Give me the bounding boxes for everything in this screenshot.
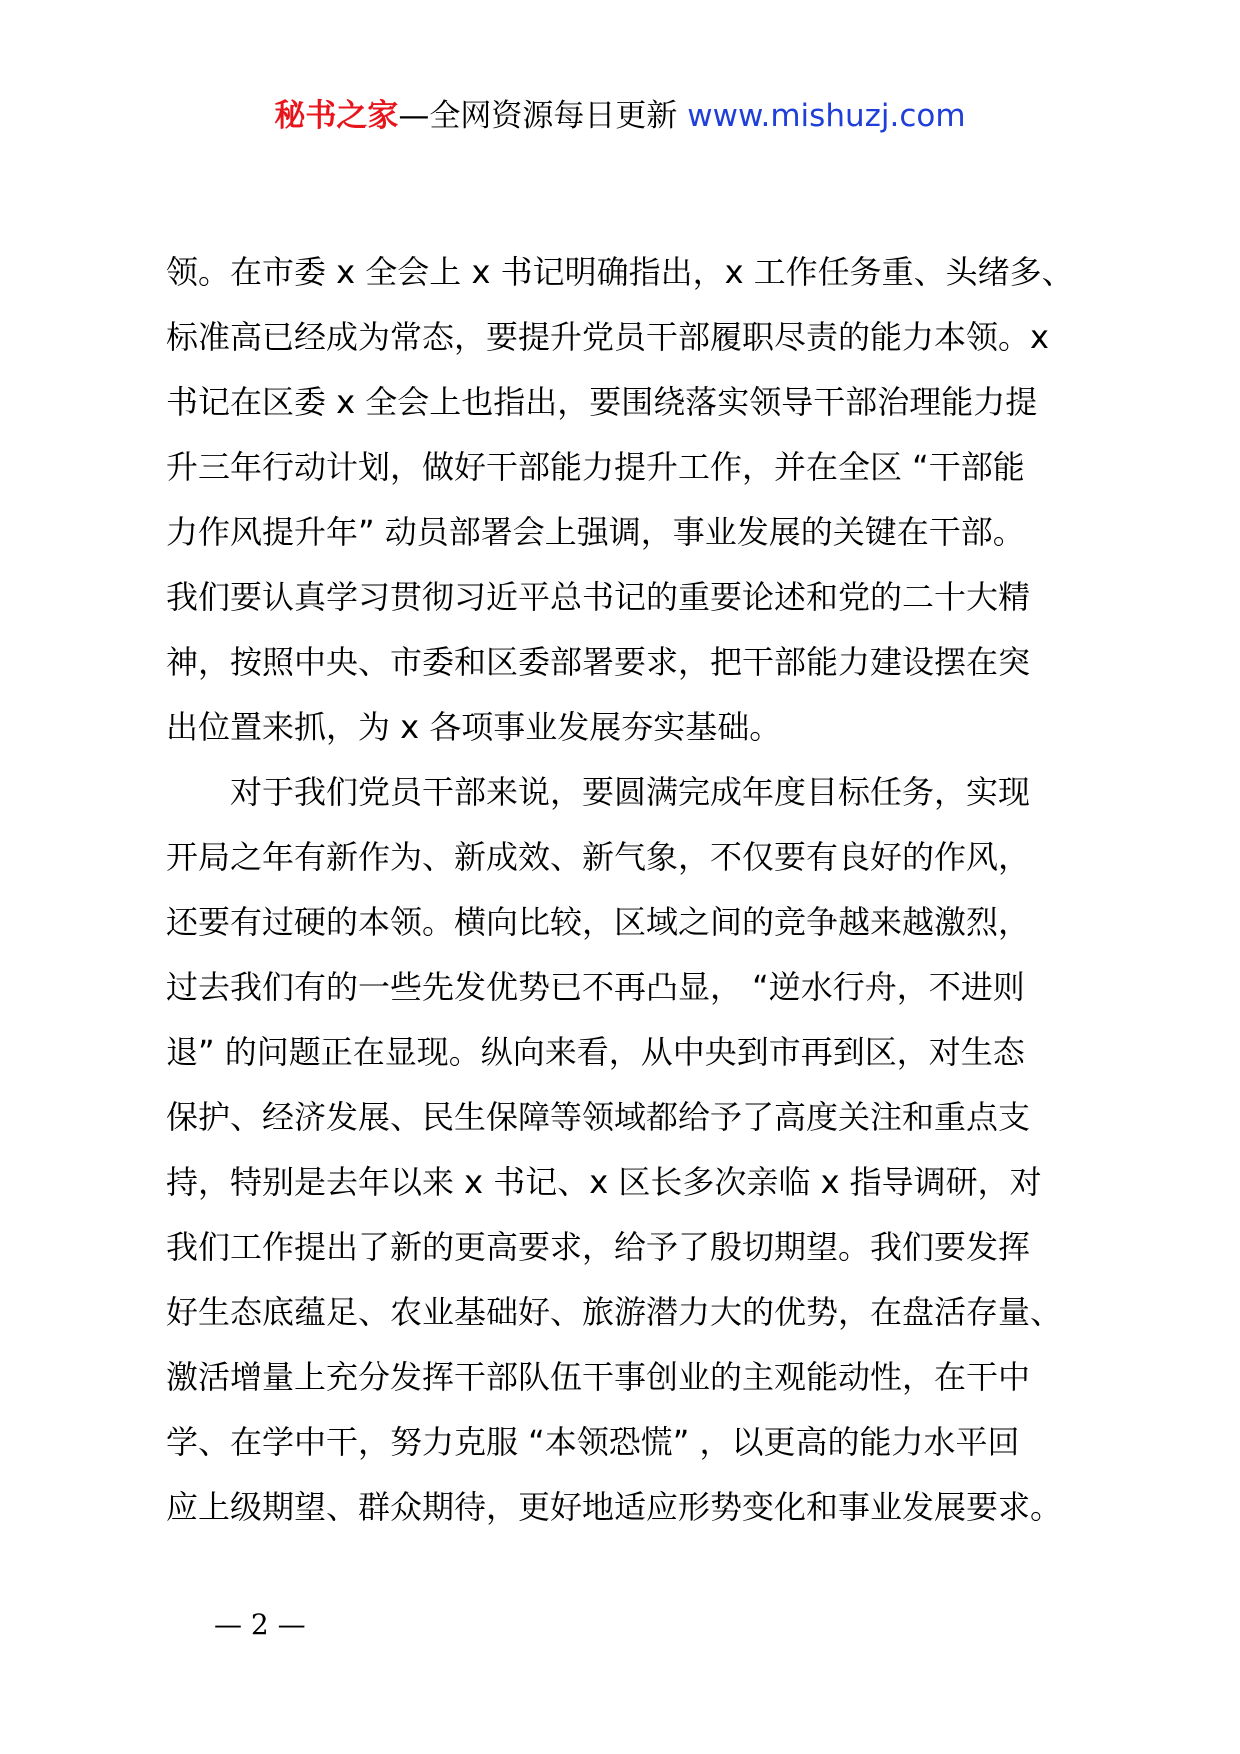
text-line: 标准高已经成为常态，要提升党员干部履职尽责的能力本领。x <box>166 318 1049 356</box>
brand-name: 秘书之家 <box>274 98 399 134</box>
text-line: 激活增量上充分发挥干部队伍干事创业的主观能动性，在干中 <box>166 1358 1031 1396</box>
header-tagline: —全网资源每日更新 <box>398 98 688 134</box>
site-url: www.mishuzj.com <box>687 98 966 134</box>
text-line: 过去我们有的一些先发优势已不再凸显， “逆水行舟，不进则 <box>166 968 1025 1006</box>
text-line: 学、在学中干，努力克服 “本领恐慌” ，以更高的能力水平回 <box>166 1423 1020 1461</box>
text-line: 升三年行动计划，做好干部能力提升工作，并在全区 “干部能 <box>166 448 1025 486</box>
text-line: 保护、经济发展、民生保障等领域都给予了高度关注和重点支 <box>166 1098 1031 1136</box>
text-line: 开局之年有新作为、新成效、新气象，不仅要有良好的作风， <box>166 838 1031 876</box>
site-header <box>0 96 1240 136</box>
text-line: 好生态底蕴足、农业基础好、旅游潜力大的优势，在盘活存量、 <box>166 1293 1063 1331</box>
document-body <box>166 240 1110 1540</box>
text-line: 书记在区委 x 全会上也指出，要围绕落实领导干部治理能力提 <box>166 383 1038 421</box>
text-line: 力作风提升年” 动员部署会上强调，事业发展的关键在干部。 <box>166 513 1025 551</box>
text-line: 领。在市委 x 全会上 x 书记明确指出，x 工作任务重、头绪多、 <box>166 253 1074 291</box>
text-line: 我们要认真学习贯彻习近平总书记的重要论述和党的二十大精 <box>166 578 1031 616</box>
text-line: 我们工作提出了新的更高要求，给予了殷切期望。我们要发挥 <box>166 1228 1031 1266</box>
text-line: 应上级期望、群众期待，更好地适应形势变化和事业发展要求。 <box>166 1488 1063 1526</box>
text-line: 持，特别是去年以来 x 书记、x 区长多次亲临 x 指导调研，对 <box>166 1163 1042 1201</box>
page-number: — 2 — <box>214 1608 306 1641</box>
text-line: 退” 的问题正在显现。纵向来看，从中央到市再到区，对生态 <box>166 1033 1025 1071</box>
text-line: 对于我们党员干部来说，要圆满完成年度目标任务，实现 <box>230 773 1031 811</box>
text-line: 还要有过硬的本领。横向比较，区域之间的竞争越来越激烈， <box>166 903 1031 941</box>
text-line: 神，按照中央、市委和区委部署要求，把干部能力建设摆在突 <box>166 643 1031 681</box>
text-line: 出位置来抓，为 x 各项事业发展夯实基础。 <box>166 708 782 746</box>
